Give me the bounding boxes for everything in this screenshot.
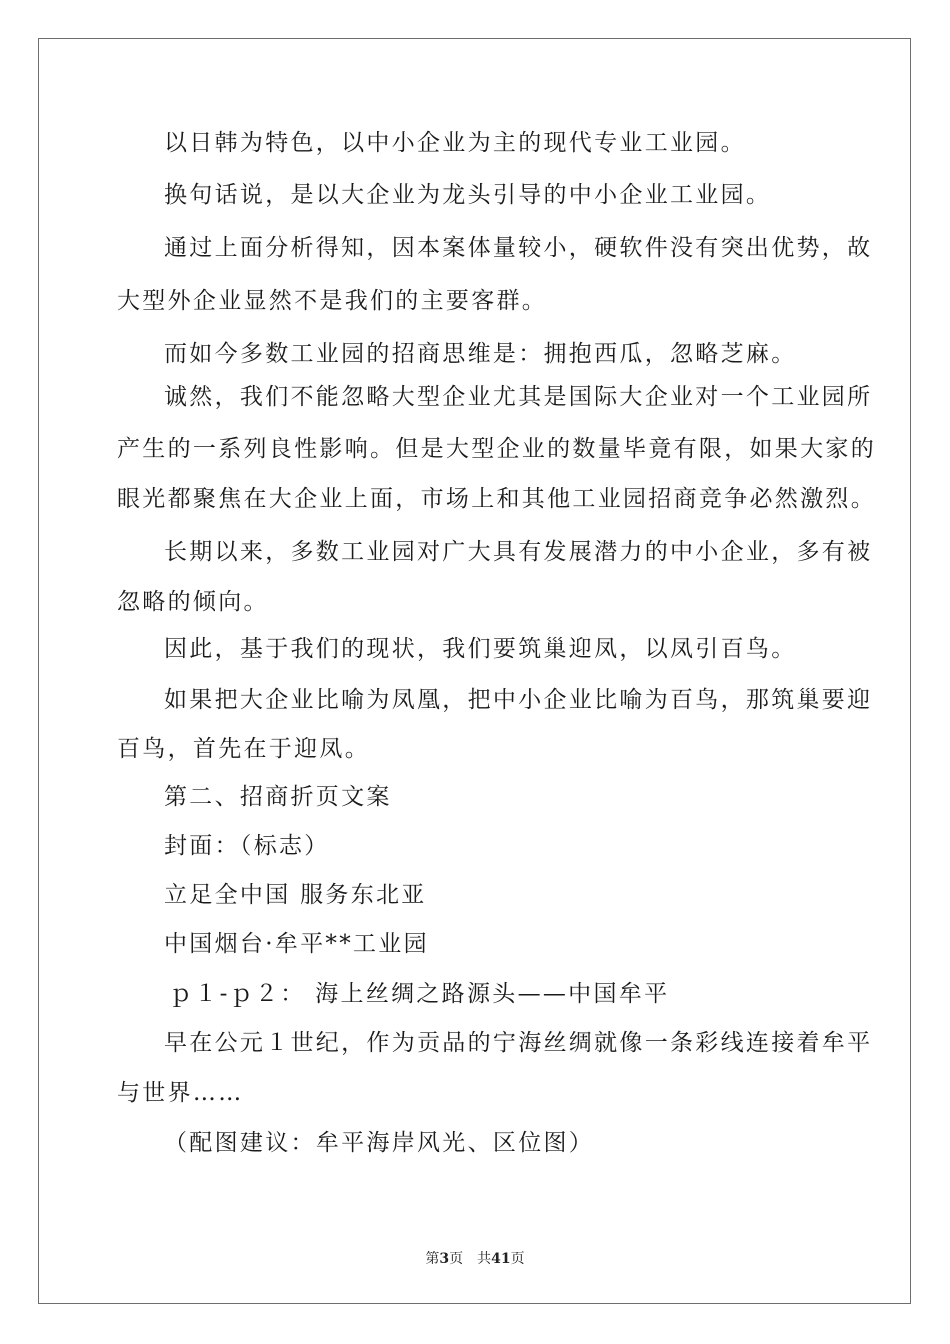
paragraph-line: 换句话说，是以大企业为龙头引导的中小企业工业园。 (164, 182, 772, 208)
paragraph-line: 与世界…… (117, 1080, 244, 1106)
paragraph-line: 而如今多数工业园的招商思维是：拥抱西瓜，忽略芝麻。 (164, 341, 797, 367)
current-page-number: 3 (439, 1251, 450, 1267)
paragraph-line: 因此，基于我们的现状，我们要筑巢迎凤，以凤引百鸟。 (164, 636, 797, 662)
paragraph-line: ｐ１-ｐ２： 海上丝绸之路源头——中国牟平 (169, 981, 670, 1007)
paragraph-line: 早在公元１世纪，作为贡品的宁海丝绸就像一条彩线连接着牟平 (164, 1030, 873, 1056)
section-heading: 第二、招商折页文案 (164, 784, 392, 810)
footer-mid: 页 共 (449, 1251, 492, 1267)
paragraph-line: 以日韩为特色，以中小企业为主的现代专业工业园。 (164, 130, 746, 156)
paragraph-line: 百鸟，首先在于迎凤。 (117, 736, 370, 762)
paragraph-line: 中国烟台·牟平**工业园 (164, 931, 429, 957)
footer-suffix: 页 (510, 1251, 525, 1267)
paragraph-line: 诚然，我们不能忽略大型企业尤其是国际大企业对一个工业园所 (164, 384, 873, 410)
paragraph-line: 大型外企业显然不是我们的主要客群。 (117, 288, 548, 314)
page-footer (0, 1248, 950, 1268)
paragraph-line: 立足全中国 服务东北亚 (164, 882, 427, 908)
footer-prefix: 第 (425, 1251, 440, 1267)
paragraph-line: （配图建议：牟平海岸风光、区位图） (164, 1130, 595, 1156)
paragraph-line: 通过上面分析得知，因本案体量较小，硬软件没有突出优势，故 (164, 235, 873, 261)
total-page-number: 41 (491, 1251, 511, 1267)
paragraph-line: 眼光都聚焦在大企业上面，市场上和其他工业园招商竞争必然激烈。 (117, 486, 876, 512)
paragraph-line: 长期以来，多数工业园对广大具有发展潜力的中小企业，多有被 (164, 539, 873, 565)
page-border (38, 38, 911, 1304)
paragraph-line: 如果把大企业比喻为凤凰，把中小企业比喻为百鸟，那筑巢要迎 (164, 687, 873, 713)
paragraph-line: 封面：（标志） (164, 833, 330, 859)
paragraph-line: 产生的一系列良性影响。但是大型企业的数量毕竟有限，如果大家的 (117, 436, 876, 462)
paragraph-line: 忽略的倾向。 (117, 589, 269, 615)
